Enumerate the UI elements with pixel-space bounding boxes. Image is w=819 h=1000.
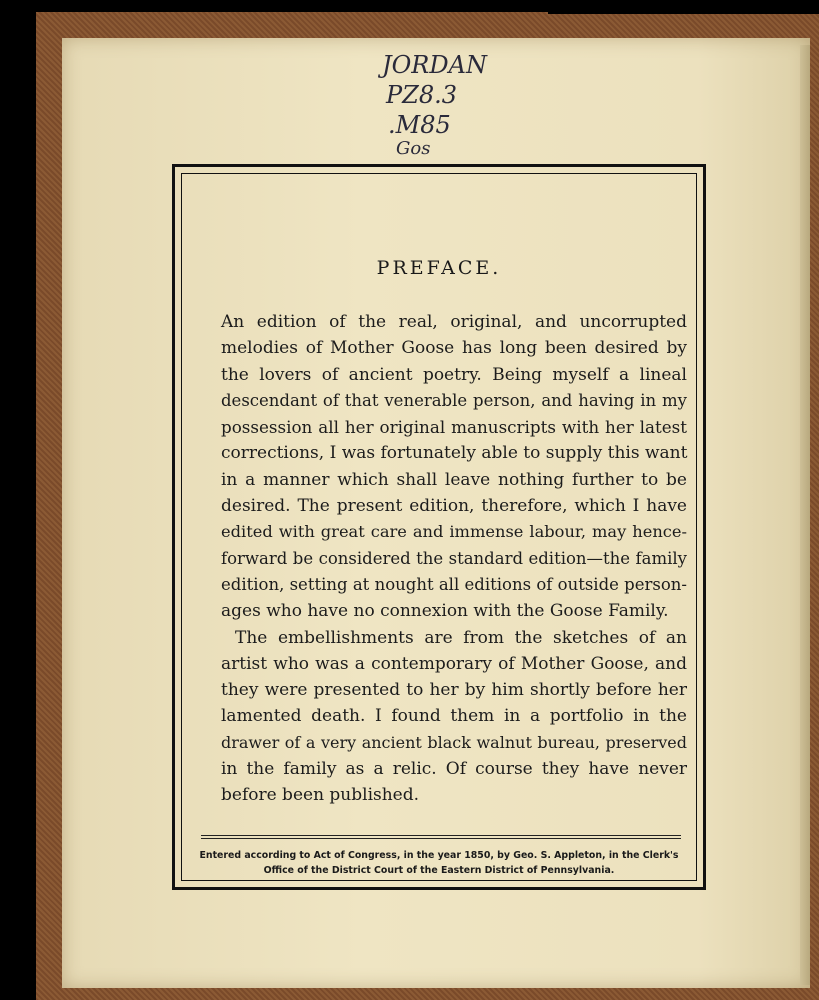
divider	[201, 835, 681, 836]
copyright-line: Entered according to Act of Congress, in the year 1850, by Geo. S. Appleton, in the Clerk's	[199, 850, 679, 861]
text-line: The embellishments are from the sketches of an	[235, 627, 687, 648]
background	[548, 0, 819, 14]
preface-frame	[172, 164, 706, 890]
copyright-notice	[195, 848, 683, 878]
page-edge	[800, 45, 810, 985]
text-line: edited with great care and immense labour, may hence-	[221, 522, 687, 542]
text-line: melodies of Mother Goose has long been desired by	[221, 338, 687, 359]
text-line: in the family as a relic. Of course they have never	[221, 759, 687, 780]
text-line: they were presented to her by him shortly before her	[221, 680, 687, 701]
divider	[201, 838, 681, 839]
paragraph-1	[215, 309, 687, 625]
preface-body	[215, 309, 687, 809]
handwritten-line: JORDAN	[382, 51, 487, 79]
handwritten-line: .M85	[388, 111, 451, 139]
text-line: drawer of a very ancient black walnut bureau, preserved	[221, 732, 687, 752]
text-line: in a manner which shall leave nothing further to be	[221, 469, 687, 490]
text-line: descendant of that venerable person, and having in my	[221, 390, 687, 410]
text-line: edition, setting at nought all editions of outside person-	[221, 574, 687, 594]
text-line: possession all her original manuscripts with her latest	[221, 417, 687, 438]
copyright-line: Office of the District Court of the Eastern District of Pennsylvania.	[263, 865, 615, 876]
text-line: before been published.	[221, 785, 420, 806]
text-line: lamented death. I found them in a portfolio in the	[221, 706, 687, 727]
handwritten-line: PZ8.3	[386, 81, 457, 109]
text-line: An edition of the real, original, and uncorrupted	[221, 312, 687, 332]
text-line: desired. The present edition, therefore, which I have	[221, 496, 687, 517]
paragraph-2	[215, 625, 687, 809]
text-line: forward be considered the standard edition—the family	[221, 548, 687, 568]
text-line: artist who was a contemporary of Mother Goose, and	[221, 653, 687, 674]
handwritten-call-number	[382, 50, 542, 158]
text-line: ages who have no connexion with the Goose Family.	[221, 601, 669, 622]
handwritten-line: Gos	[396, 138, 431, 159]
text-line: corrections, I was fortunately able to supply this want	[221, 443, 688, 464]
page-title: PREFACE.	[376, 257, 502, 279]
text-line: the lovers of ancient poetry. Being myself a lineal	[221, 364, 687, 385]
